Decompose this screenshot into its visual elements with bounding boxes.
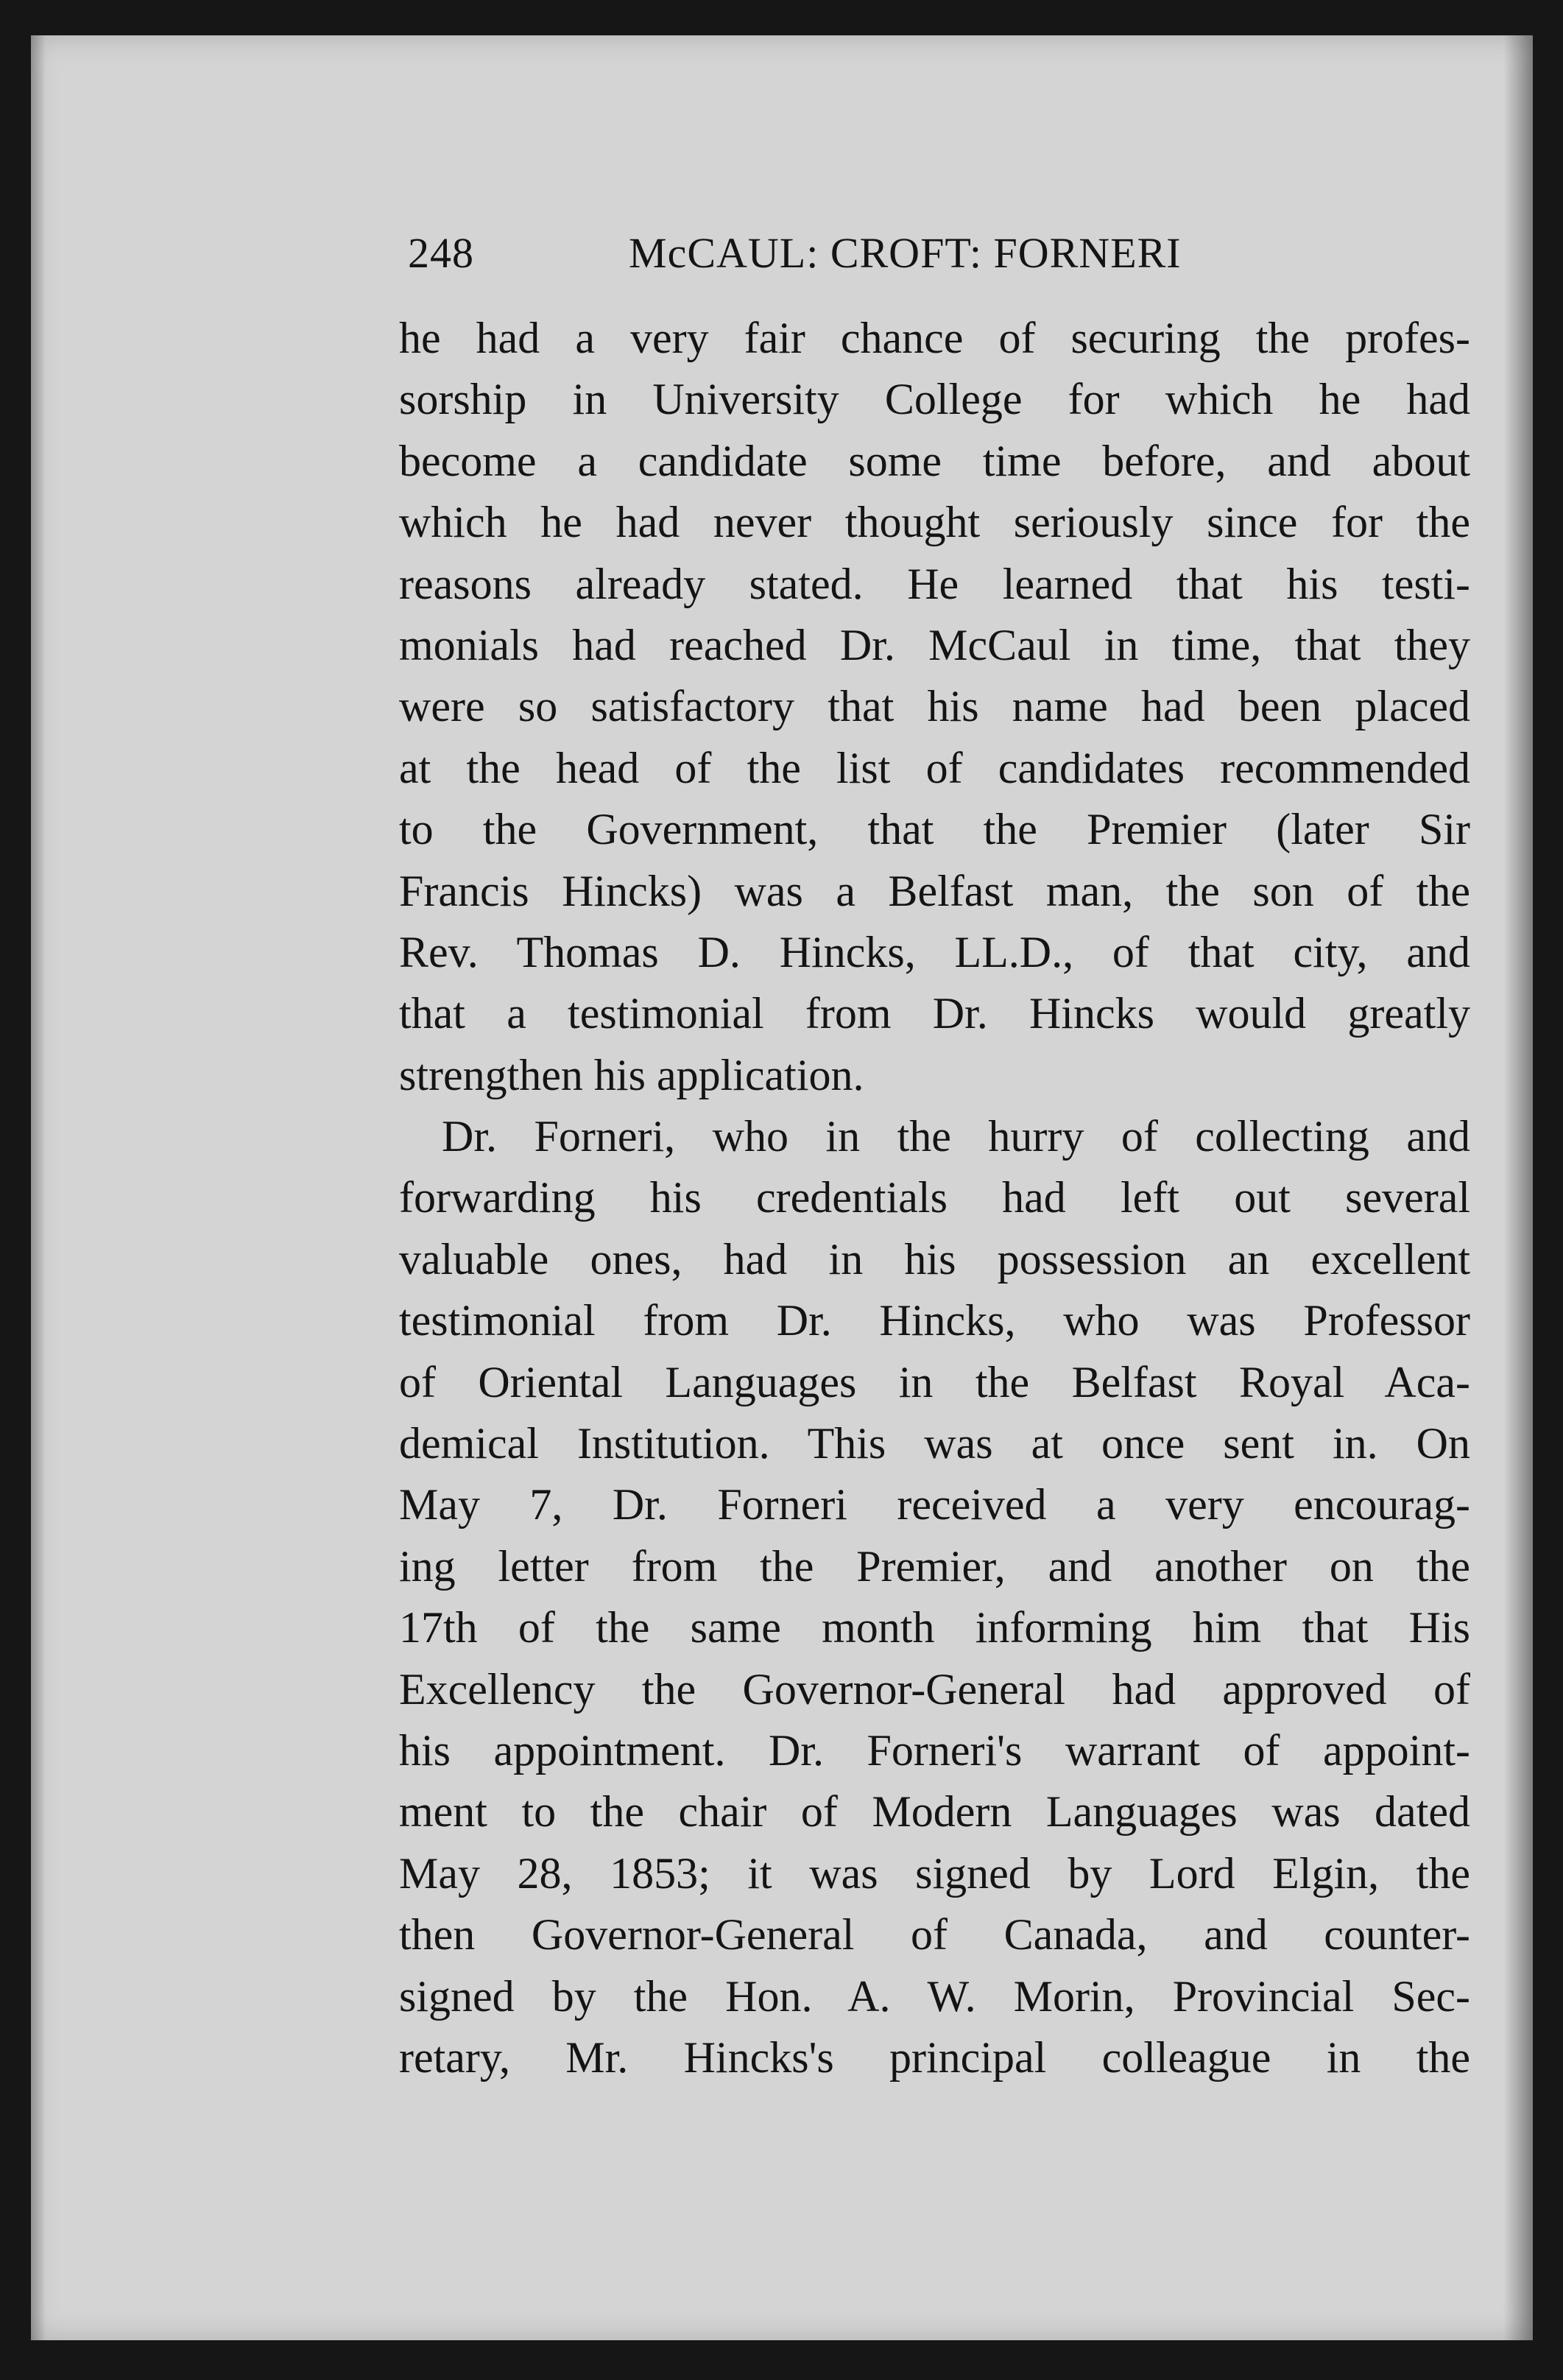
page-number: 248	[408, 229, 474, 277]
text-line: which he had never thought seriously since for the	[399, 498, 1470, 547]
text-line: 17th of the same month informing him that His	[399, 1603, 1470, 1652]
text-line: Francis Hincks) was a Belfast man, the son of the	[399, 866, 1470, 915]
body-text	[399, 308, 1470, 2088]
text-line: become a candidate some time before, and about	[399, 436, 1470, 485]
text-line: reasons already stated. He learned that his testi-	[399, 559, 1470, 608]
text-line: signed by the Hon. A. W. Morin, Provincial Sec-	[399, 1971, 1470, 2021]
text-line: valuable ones, had in his possession an excellent	[399, 1234, 1470, 1284]
text-line: he had a very fair chance of securing the profes-	[399, 314, 1470, 362]
page-shadow-left	[31, 35, 46, 2340]
text-line: May 28, 1853; it was signed by Lord Elgin, the	[399, 1848, 1470, 1898]
text-line: forwarding his credentials had left out several	[399, 1173, 1470, 1222]
text-line: at the head of the list of candidates recommended	[399, 743, 1470, 792]
text-line: Excellency the Governor-General had approved of	[399, 1664, 1470, 1714]
text-line: that a testimonial from Dr. Hincks would greatly	[399, 989, 1470, 1038]
text-line: then Governor-General of Canada, and counter-	[399, 1910, 1470, 1960]
text-line: testimonial from Dr. Hincks, who was Professor	[399, 1296, 1470, 1345]
paragraph-first-line: Dr. Forneri, who in the hurry of collecting and	[442, 1112, 1470, 1161]
text-line: retary, Mr. Hincks's principal colleague in the	[399, 2032, 1470, 2082]
text-line: Rev. Thomas D. Hincks, LL.D., of that city, and	[399, 927, 1470, 976]
text-line: his appointment. Dr. Forneri's warrant of appoint-	[399, 1725, 1470, 1775]
text-line: sorship in University College for which he had	[399, 375, 1470, 424]
text-line: of Oriental Languages in the Belfast Royal Aca-	[399, 1357, 1470, 1406]
paragraph-last-line: strengthen his application.	[399, 1050, 864, 1099]
running-head-title: McCAUL: CROFT: FORNERI	[629, 229, 1182, 277]
text-line: ment to the chair of Modern Languages was dated	[399, 1787, 1470, 1837]
page-shadow-right	[1503, 35, 1533, 2340]
text-line: May 7, Dr. Forneri received a very encourag-	[399, 1480, 1470, 1529]
text-line: monials had reached Dr. McCaul in time, that they	[399, 620, 1470, 669]
book-page	[31, 35, 1533, 2340]
text-line: were so satisfactory that his name had been placed	[399, 682, 1470, 731]
text-line: to the Government, that the Premier (later Sir	[399, 805, 1470, 854]
running-head	[408, 228, 1262, 287]
text-line: ing letter from the Premier, and another on the	[399, 1541, 1470, 1591]
text-line: demical Institution. This was at once sent in. On	[399, 1419, 1470, 1468]
